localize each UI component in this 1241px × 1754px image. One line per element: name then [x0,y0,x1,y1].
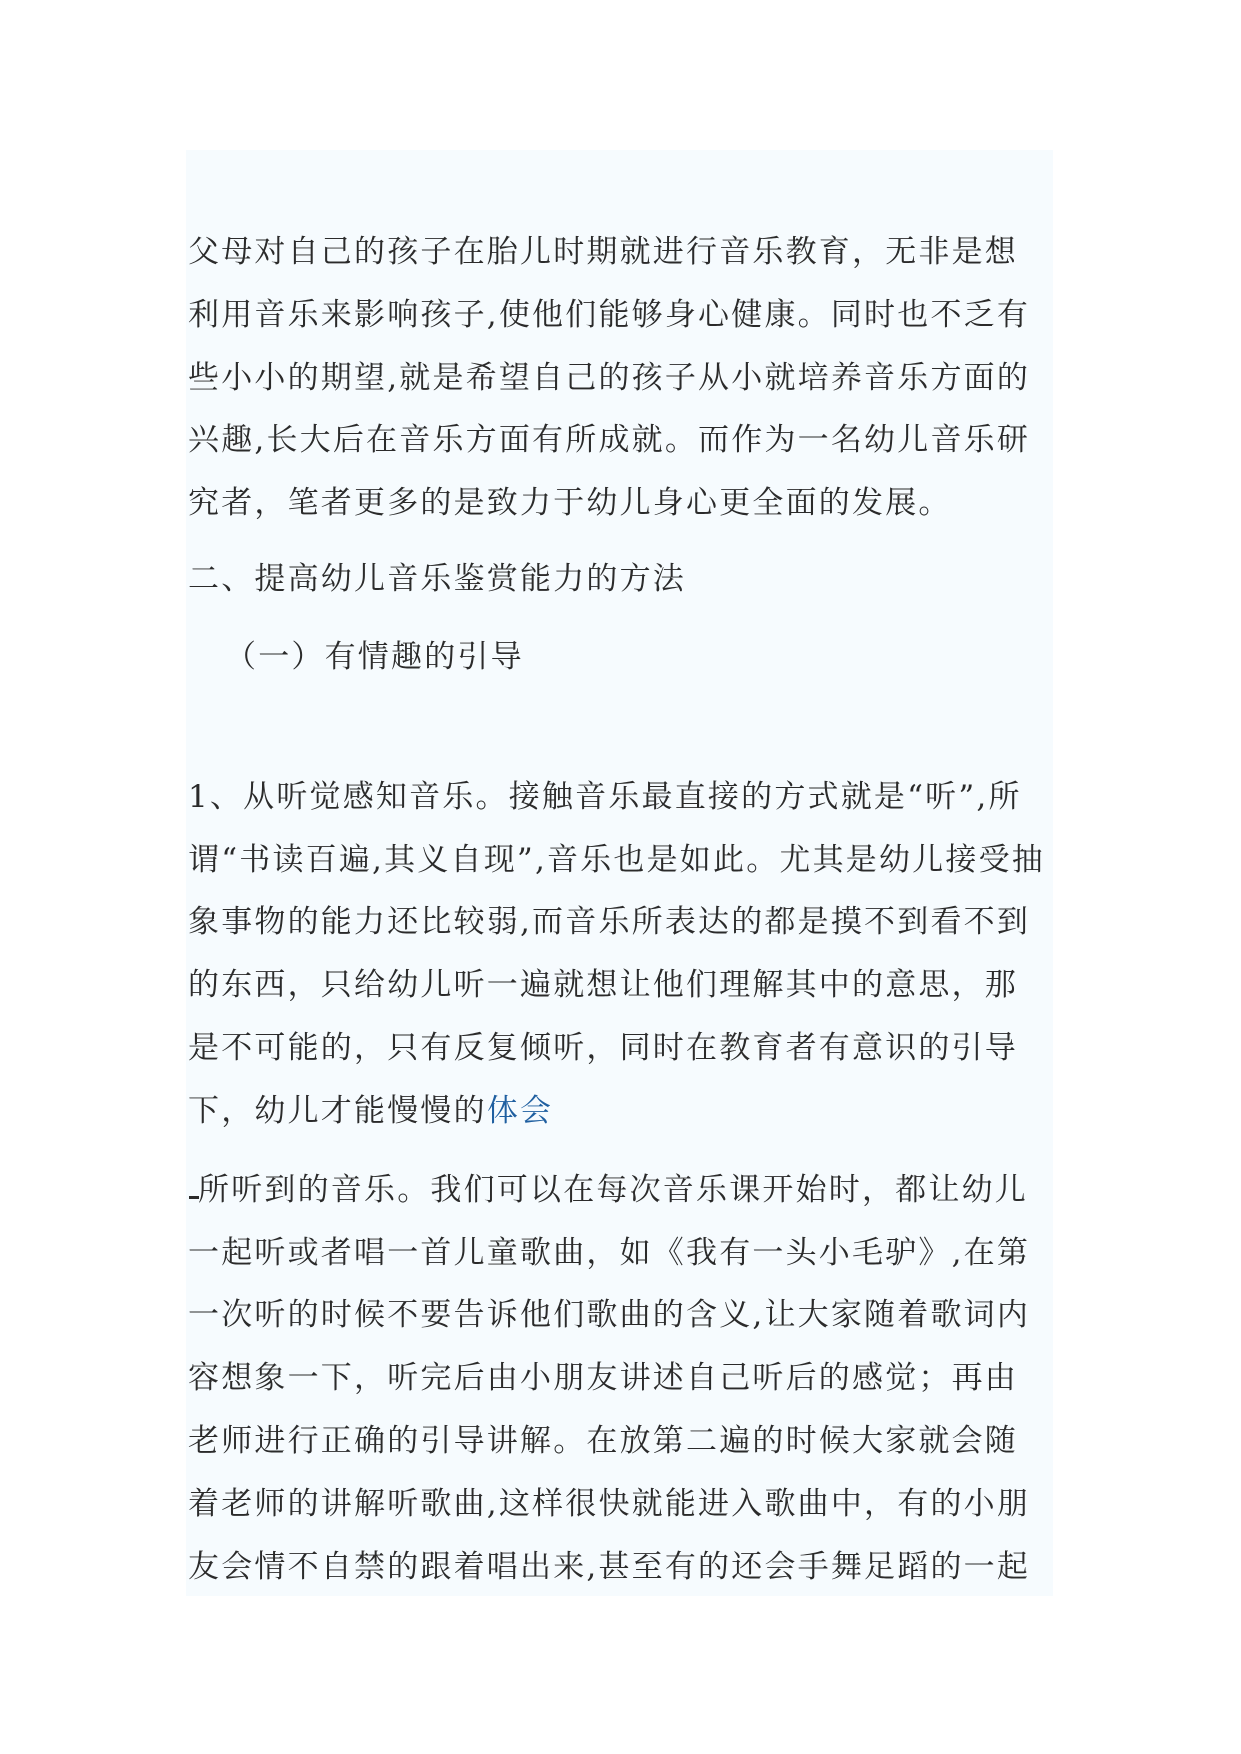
paragraph-3-line-1: 所听到的音乐。我们可以在每次音乐课开始时，都让幼儿 [198,1172,1028,1208]
paragraph-2-line-4: 的东西，只给幼儿听一遍就想让他们理解其中的意思，那 [188,967,1018,1003]
paragraph-2-line-3: 象事物的能力还比较弱,而音乐所表达的都是摸不到看不到 [188,904,1031,940]
paragraph-3-line-3: 一次听的时候不要告诉他们歌曲的含义,让大家随着歌词内 [188,1297,1031,1333]
paragraph-1-line-3: 些小小的期望,就是希望自己的孩子从小就培养音乐方面的 [188,360,1031,396]
paragraph-2-line-2: 谓“书读百遍,其义自现”,音乐也是如此。尤其是幼儿接受抽 [188,842,1046,878]
paragraph-1-line-5: 究者，笔者更多的是致力于幼儿身心更全面的发展。 [188,485,952,521]
paragraph-1-line-2: 利用音乐来影响孩子,使他们能够身心健康。同时也不乏有 [188,297,1031,333]
paragraph-2-line-5: 是不可能的，只有反复倾听，同时在教育者有意识的引导 [188,1030,1018,1066]
term-link[interactable]: 体会 [486,1093,554,1129]
paragraph-1-line-1: 父母对自己的孩子在胎儿时期就进行音乐教育，无非是想 [188,234,1018,270]
subsection-heading: （一）有情趣的引导 [225,639,524,675]
paragraph-3-line-7: 友会情不自禁的跟着唱出来,甚至有的还会手舞足蹈的一起 [188,1549,1031,1585]
paragraph-2-last-text: 下，幼儿才能慢慢的 [188,1093,487,1129]
paragraph-3-line-4: 容想象一下，听完后由小朋友讲述自己听后的感觉；再由 [188,1360,1018,1396]
paragraph-1-line-4: 兴趣,长大后在音乐方面有所成就。而作为一名幼儿音乐研 [188,422,1031,458]
paragraph-2-line-1: 1、从听觉感知音乐。接触音乐最直接的方式就是“听”,所 [188,779,1022,815]
paragraph-3-line-5: 老师进行正确的引导讲解。在放第二遍的时候大家就会随 [188,1423,1018,1459]
paragraph-2-line-6 [188,1091,553,1131]
paragraph-3-line-6: 着老师的讲解听歌曲,这样很快就能进入歌曲中，有的小朋 [188,1486,1031,1522]
section-heading: 二、提高幼儿音乐鉴赏能力的方法 [188,561,686,597]
paragraph-3-line-2: 一起听或者唱一首儿童歌曲，如《我有一头小毛驴》,在第 [188,1235,1031,1271]
